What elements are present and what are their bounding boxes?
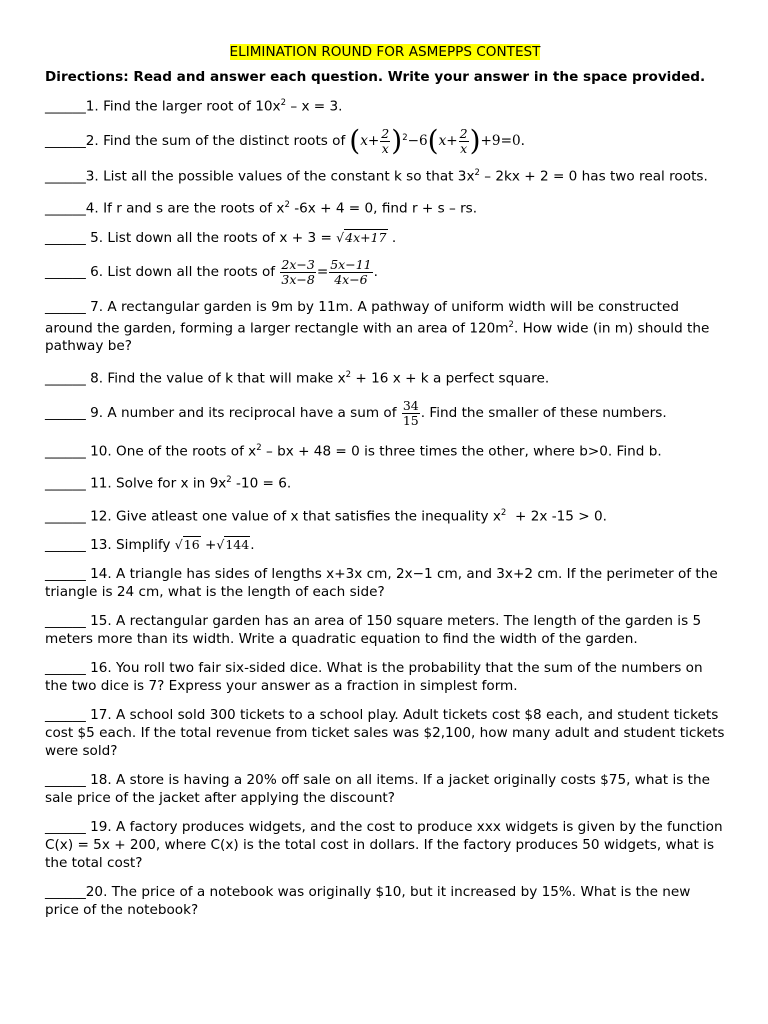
question-12: ______ 12. Give atleast one value of x that satisfies the inequality $x^2 + 2x$ -15 > 0. — [45, 507, 607, 525]
answer-blank: ______ — [45, 133, 86, 150]
question-text: 7. A rectangular garden is 9m by 11m. A pathway of uniform width will be constructed around the garden, forming a larger rectangle with an area of 120m — [45, 298, 679, 337]
exponent: 2 — [280, 98, 286, 108]
question-text: 18. A store is having a 20% off sale on all items. If a jacket originally costs $75, what is the sale price of the jacket after applying the discount? — [45, 772, 710, 807]
answer-blank: ______ — [45, 168, 86, 185]
question-15 — [45, 612, 725, 648]
page-title: ELIMINATION ROUND FOR ASMEPPS CONTEST — [229, 44, 541, 60]
fraction: $\frac{34}{15}$ — [402, 397, 419, 428]
answer-blank: ______ — [45, 298, 86, 315]
question-text: 9. A number and its reciprocal have a sum of — [85, 405, 401, 422]
square-root: √16 — [174, 537, 200, 553]
question-text: 17. A school sold 300 tickets to a school play. Adult tickets cost $8 each, and student tickets cost $5 each. If the total revenue from ticket sales was $2,100, how many adult and student tickets were sold? — [45, 707, 725, 760]
question-4: ______4. If r and s are the roots of $x^2$ -6x + 4 = 0, find r + s – rs. — [45, 200, 478, 217]
question-text: 15. A rectangular garden has an area of 150 square meters. The length of the garden is 5 meters more than its width. Write a quadratic equation to find the width of the garden. — [45, 613, 702, 648]
answer-blank: ______ — [45, 660, 86, 677]
question-text: 20. The price of a notebook was originally $10, but it increased by 15%. What is the new price of the notebook? — [45, 884, 691, 919]
question-7: ______ 7. A rectangular garden is 9m by 11m. A pathway of uniform width will be constructed around the garden, forming a larger rectangle with an area of $120m^2$. How wide (in m) should the pathway be? — [45, 298, 710, 355]
answer-blank: ______ — [45, 508, 86, 525]
answer-blank: ______ — [45, 405, 86, 422]
answer-blank: ______ — [45, 884, 86, 901]
question-19 — [45, 818, 725, 872]
question-text: 11. Solve for x in 9x — [85, 475, 227, 492]
question-text: 12. Give atleast one value of x that satisfies the inequality x — [85, 508, 501, 525]
question-text: 1. Find the larger root of 10x — [85, 98, 281, 115]
fraction: $\frac{2}{x}$ — [459, 125, 468, 156]
square-root: √144 — [216, 537, 250, 553]
directions: Directions: Read and answer each question. Write your answer in the space provided. — [45, 69, 706, 85]
question-text: 4. If r and s are the roots of x — [85, 200, 285, 217]
right-paren: ) — [391, 124, 403, 158]
question-14 — [45, 565, 725, 601]
answer-blank: ______ — [45, 264, 86, 281]
answer-blank: ______ — [45, 475, 86, 492]
question-20 — [45, 883, 725, 919]
question-text-tail: – x = 3. — [286, 98, 343, 115]
equation: ( x + $\frac{2}{x}$ ) $^2$ −6 ( x + $\frac{2}{x}$ ) +9=0. — [349, 124, 525, 158]
worksheet — [45, 44, 725, 930]
answer-blank: ______ — [45, 443, 86, 460]
question-text: 8. Find the value of k that will make x — [85, 370, 346, 387]
question-6: ______ 6. List down all the roots of $\frac{2x-3}{3x-8}$ = $\frac{5x-11}{4x-6}$ . — [45, 256, 378, 287]
question-9: ______ 9. A number and its reciprocal have a sum of $\frac{34}{15}$ . Find the smaller of these numbers. — [45, 397, 667, 428]
answer-blank: ______ — [45, 772, 86, 789]
answer-blank: ______ — [45, 200, 86, 217]
square-root: √4x+17 — [336, 229, 387, 245]
question-16 — [45, 659, 725, 695]
question-text: 14. A triangle has sides of lengths x+3x cm, 2x−1 cm, and 3x+2 cm. If the perimeter of the triangle is 24 cm, what is the length of each side? — [45, 566, 718, 601]
question-text: 6. List down all the roots of — [85, 264, 280, 281]
question-text: 16. You roll two fair six-sided dice. What is the probability that the sum of the numbers on the two dice is 7? Express your answer as a fraction in simplest form. — [45, 660, 703, 695]
title-row — [45, 44, 725, 60]
question-text: 2. Find the sum of the distinct roots of — [85, 133, 346, 150]
answer-blank: ______ — [45, 229, 86, 246]
question-2 — [45, 124, 725, 158]
question-5: ______ 5. List down all the roots of x + 3 = √4x+17 . — [45, 229, 397, 246]
question-1 — [45, 94, 725, 116]
question-8: ______ 8. Find the value of k that will make $x^2 + 16$ x + k a perfect square. — [45, 370, 550, 387]
answer-blank: ______ — [45, 98, 86, 115]
question-3: ______3. List all the possible values of the constant k so that $3x^2 - 2kx + 2 = 0$ has two real roots. — [45, 167, 708, 185]
question-text: 10. One of the roots of x — [85, 443, 257, 460]
answer-blank: ______ — [45, 613, 86, 630]
answer-blank: ______ — [45, 566, 86, 583]
question-13: ______ 13. Simplify √16 +√144. — [45, 537, 255, 554]
left-paren: ( — [349, 124, 361, 158]
fraction-left: $\frac{2x-3}{3x-8}$ — [281, 256, 315, 287]
fraction-right: $\frac{5x-11}{4x-6}$ — [330, 256, 372, 287]
question-10: ______ 10. One of the roots of $x^2$ – bx + 48 = 0 is three times the other, where b>0. Find b. — [45, 442, 662, 460]
question-11: ______ 11. Solve for x in $9x^2$ -10 = 6. — [45, 475, 292, 492]
answer-blank: ______ — [45, 819, 86, 836]
question-text: 3. List all the possible values of the constant k so that 3x — [85, 168, 475, 185]
question-text: 5. List down all the roots of x + 3 = — [85, 229, 337, 246]
answer-blank: ______ — [45, 537, 86, 554]
fraction: $\frac{2}{x}$ — [381, 125, 390, 156]
question-17 — [45, 706, 725, 760]
question-18 — [45, 771, 725, 807]
question-text: 13. Simplify — [85, 537, 175, 554]
answer-blank: ______ — [45, 370, 86, 387]
question-text: 19. A factory produces widgets, and the cost to produce xxx widgets is given by the function C(x) = 5x + 200, where C(x) is the total cost in dollars. If the factory produces 50 widgets, what is the total cost? — [45, 819, 723, 872]
answer-blank: ______ — [45, 707, 86, 724]
